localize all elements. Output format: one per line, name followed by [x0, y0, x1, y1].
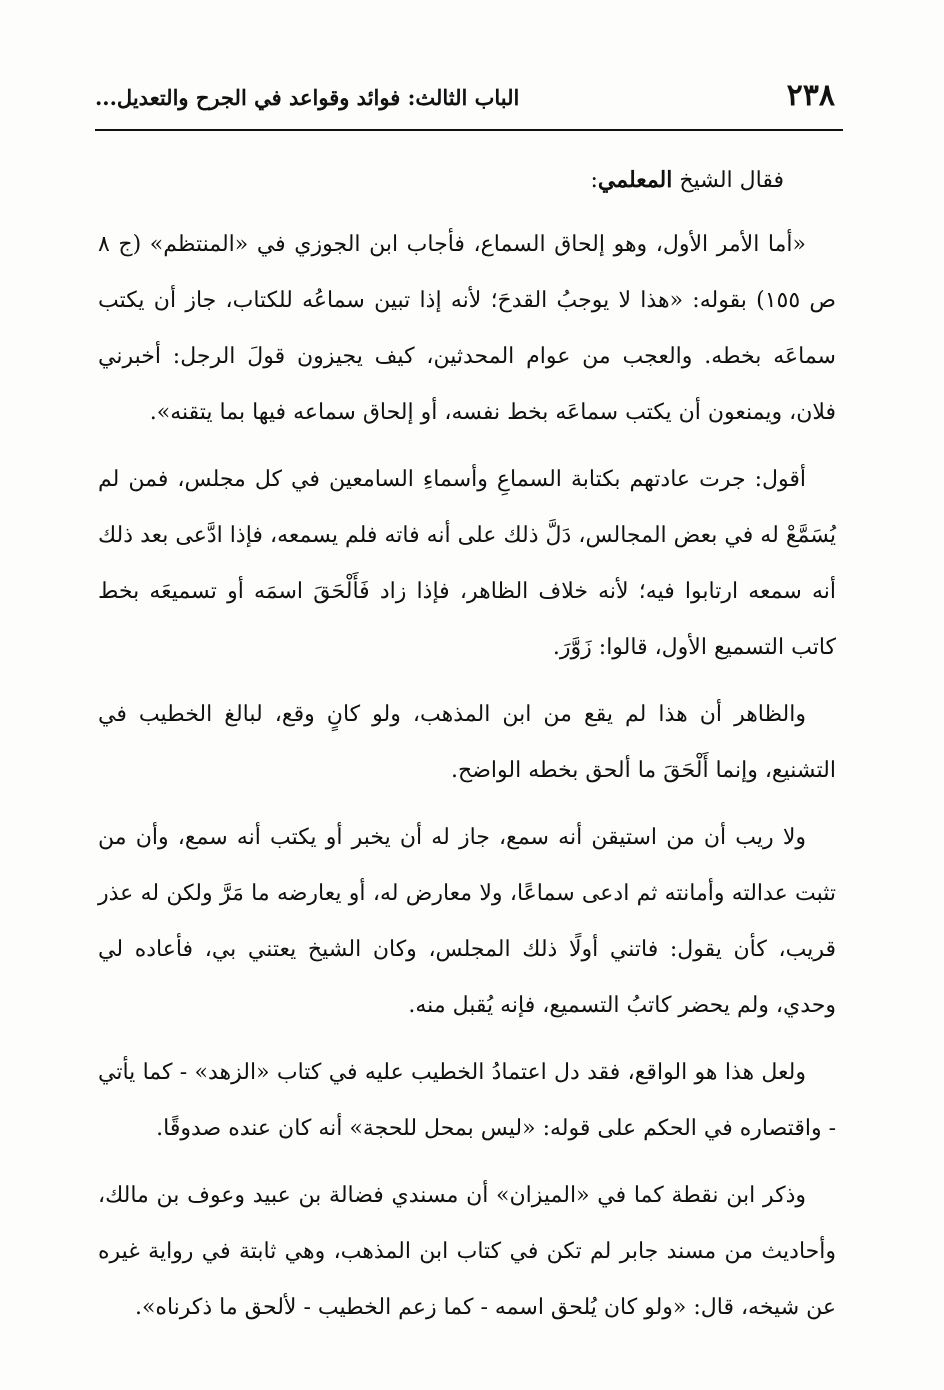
author-name: المعلمي	[597, 167, 673, 193]
paragraph-ibn-nuqta: وذكر ابن نقطة كما في «الميزان» أن مسندي فضالة بن عبيد وعوف بن مالك، وأحاديث من مسند جابر لم تكن في كتاب ابن المذهب، وهي ثابتة في رواية غيره عن شيخه، قال: «ولو كان يُلحق اسمه - كما زعم الخطيب - لألحق ما ذكرناه».	[98, 1183, 836, 1320]
running-head: الباب الثالث: فوائد وقواعد في الجرح والتعديل...	[95, 85, 520, 110]
paragraph-quote-ibn-al-jawzi: «أما الأمر الأول، وهو إلحاق السماع، فأجاب ابن الجوزي في «المنتظم» (ج ٨ ص ١٥٥) بقوله: «هذا لا يوجبُ القدحَ؛ لأنه إذا تبين سماعُه للكتاب، جاز أن يكتب سماعَه بخطه. والعجب من عوام المحدثين، كيف يجيزون قولَ الرجل: أخبرني فلان، ويمنعون أن يكتب سماعَه بخط نفسه، أو إلحاق سماعه فيها بما يتقنه».	[98, 232, 837, 425]
intro-prefix: فقال الشيخ	[672, 168, 784, 193]
paragraph-custom-of-recording: أقول: جرت عادتهم بكتابة السماعِ وأسماءِ السامعين في كل مجلس، فمن لم يُسَمَّعْ له في بعض المجالس، دَلَّ ذلك على أنه فاته فلم يسمعه، فإذا ادَّعى بعد ذلك أنه سمعه ارتابوا فيه؛ لأنه خلاف الظاهر، فإذا زاد فَأَلْحَقَ اسمَه أو تسميعَه بخط كاتب التسميع الأول، قالوا: زَوَّرَ.	[98, 467, 836, 660]
page-number: ٢٣٨	[786, 78, 835, 113]
intro-line	[98, 150, 836, 211]
paragraph-certainty-of-hearing: ولا ريب أن من استيقن أنه سمع، جاز له أن يخبر أو يكتب أنه سمع، وأن من تثبت عدالته وأمانته ثم ادعى سماعًا، ولا معارض له، أو يعارضه ما مَرَّ ولكن له عذر قريب، كأن يقول: فاتني أولًا ذلك المجلس، وكان الشيخ يعتني بي، فأعاده لي وحدي، ولم يحضر كاتبُ التسميع، فإنه يُقبل منه.	[98, 825, 836, 1018]
header-rule	[95, 129, 843, 131]
paragraph-kitab-al-zuhd: ولعل هذا هو الواقع، فقد دل اعتمادُ الخطيب عليه في كتاب «الزهد» - كما يأتي - واقتصاره في الحكم على قوله: «ليس بمحل للحجة» أنه كان عنده صدوقًا.	[98, 1060, 836, 1141]
page-header	[95, 78, 843, 122]
paragraph-ibn-al-mudhhib: والظاهر أن هذا لم يقع من ابن المذهب، ولو كانٍ وقع، لبالغ الخطيب في التشنيع، وإنما أَلْحَقَ ما ألحق بخطه الواضح.	[98, 702, 836, 783]
intro-suffix: :	[590, 168, 598, 193]
page-body	[98, 150, 836, 1336]
